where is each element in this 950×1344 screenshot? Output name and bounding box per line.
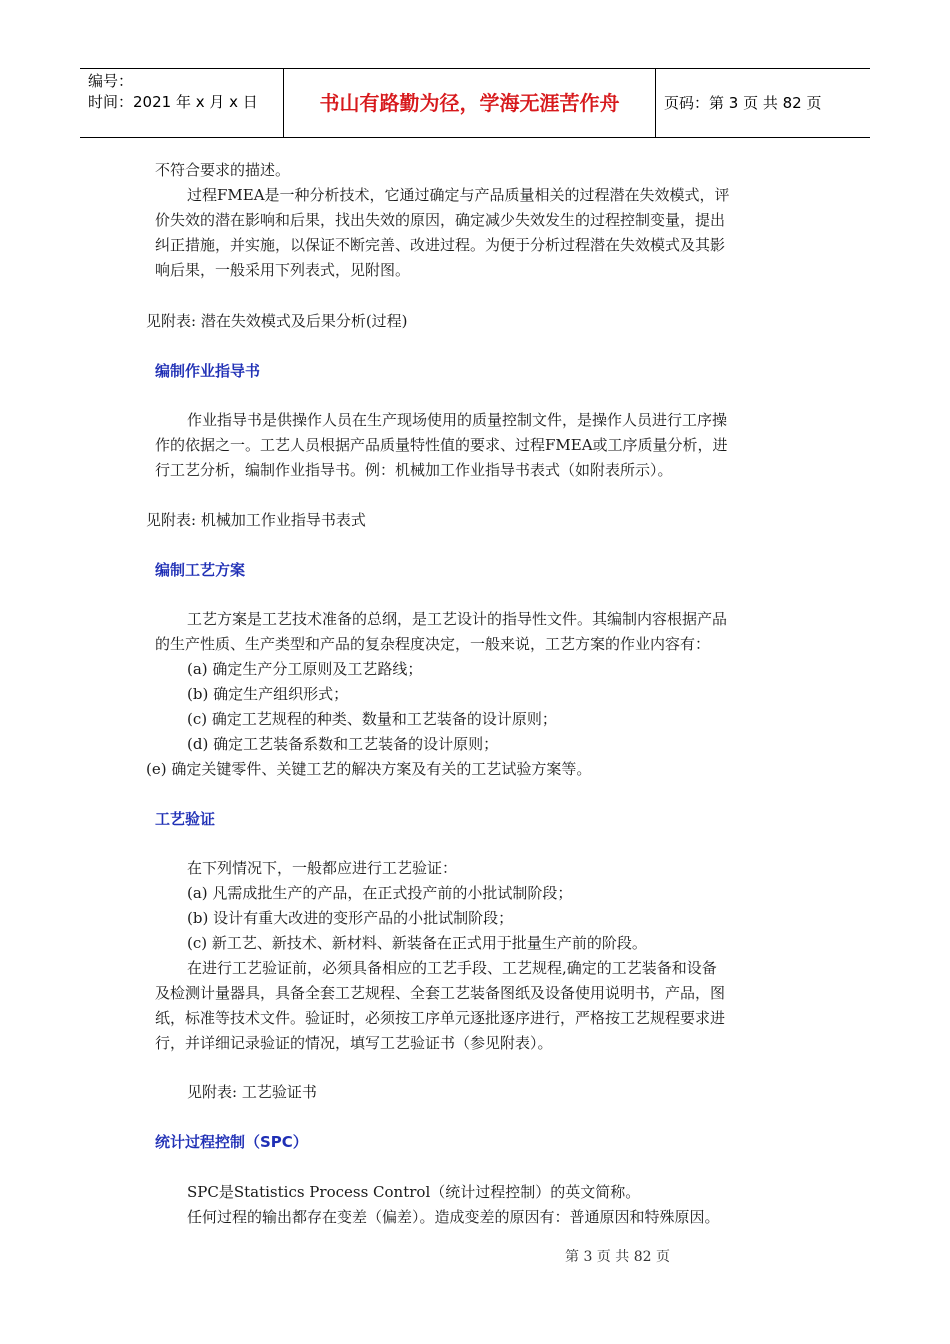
- appendix-reference: 见附表: 工艺验证书: [187, 1083, 317, 1101]
- header-motto: 书山有路勤为径，学海无涯苦作舟: [319, 91, 620, 115]
- paragraph-line: 纠正措施，并实施，以保证不断完善、改进过程。为便于分析过程潜在失效模式及其影: [155, 236, 726, 254]
- paragraph-line: 行，并详细记录验证的情况，填写工艺验证书（参见附表）。: [155, 1034, 553, 1052]
- paragraph-line: 行工艺分析，编制作业指导书。例：机械加工作业指导书表式（如附表所示）。: [155, 461, 673, 479]
- page-header: [80, 68, 870, 138]
- header-divider: [655, 69, 656, 137]
- page-footer: 第 3 页 共 82 页: [565, 1249, 670, 1265]
- appendix-reference: 见附表: 机械加工作业指导书表式: [146, 511, 366, 529]
- list-item: (d) 确定工艺装备系数和工艺装备的设计原则；: [187, 735, 499, 753]
- header-meta: [88, 71, 258, 113]
- doc-date: 时间：2021 年 x 月 x 日: [88, 93, 258, 111]
- paragraph-line: 作的依据之一。工艺人员根据产品质量特性值的要求、过程FMEA或工序质量分析，进: [155, 436, 728, 454]
- list-item: (a) 确定生产分工原则及工艺路线；: [187, 660, 423, 678]
- list-item: (b) 设计有重大改进的变形产品的小批试制阶段；: [187, 909, 514, 927]
- section-heading: 统计过程控制（SPC）: [155, 1133, 308, 1151]
- list-item: (c) 新工艺、新技术、新材料、新装备在正式用于批量生产前的阶段。: [187, 934, 647, 952]
- paragraph-line: 不符合要求的描述。: [155, 161, 291, 179]
- paragraph-line: 在进行工艺验证前，必须具备相应的工艺手段、工艺规程,确定的工艺装备和设备: [187, 959, 717, 977]
- paragraph-line: 纸，标准等技术文件。验证时，必须按工序单元逐批逐序进行，严格按工艺规程要求进: [155, 1009, 726, 1027]
- list-item: (e) 确定关键零件、关键工艺的解决方案及有关的工艺试验方案等。: [146, 760, 592, 778]
- paragraph-line: 作业指导书是供操作人员在生产现场使用的质量控制文件，是操作人员进行工序操: [187, 411, 728, 429]
- section-heading: 编制作业指导书: [155, 362, 261, 380]
- list-item: (b) 确定生产组织形式；: [187, 685, 349, 703]
- paragraph-line: 过程FMEA是一种分析技术，它通过确定与产品质量相关的过程潜在失效模式，评: [187, 186, 730, 204]
- paragraph-line: 价失效的潜在影响和后果，找出失效的原因，确定减少失效发生的过程控制变量，提出: [155, 211, 726, 229]
- paragraph-line: SPC是Statistics Process Control（统计过程控制）的英文简称。: [187, 1183, 641, 1201]
- paragraph-line: 工艺方案是工艺技术准备的总纲，是工艺设计的指导性文件。其编制内容根据产品: [187, 610, 728, 628]
- list-item: (a) 凡需成批生产的产品，在正式投产前的小批试制阶段；: [187, 884, 573, 902]
- doc-number-label: 编号：: [88, 72, 134, 90]
- header-page-info: 页码：第 3 页 共 82 页: [664, 94, 822, 112]
- appendix-reference: 见附表: 潜在失效模式及后果分析(过程): [146, 312, 408, 330]
- list-item: (c) 确定工艺规程的种类、数量和工艺装备的设计原则；: [187, 710, 557, 728]
- paragraph-line: 响后果，一般采用下列表式，见附图。: [155, 261, 411, 279]
- paragraph-line: 的生产性质、生产类型和产品的复杂程度决定，一般来说，工艺方案的作业内容有：: [155, 635, 711, 653]
- paragraph-line: 及检测计量器具，具备全套工艺规程、全套工艺装备图纸及设备使用说明书，产品，图: [155, 984, 726, 1002]
- paragraph-line: 在下列情况下，一般都应进行工艺验证：: [187, 859, 458, 877]
- section-heading: 编制工艺方案: [155, 561, 246, 579]
- paragraph-line: 任何过程的输出都存在变差（偏差）。造成变差的原因有：普通原因和特殊原因。: [187, 1208, 720, 1226]
- section-heading: 工艺验证: [155, 810, 216, 828]
